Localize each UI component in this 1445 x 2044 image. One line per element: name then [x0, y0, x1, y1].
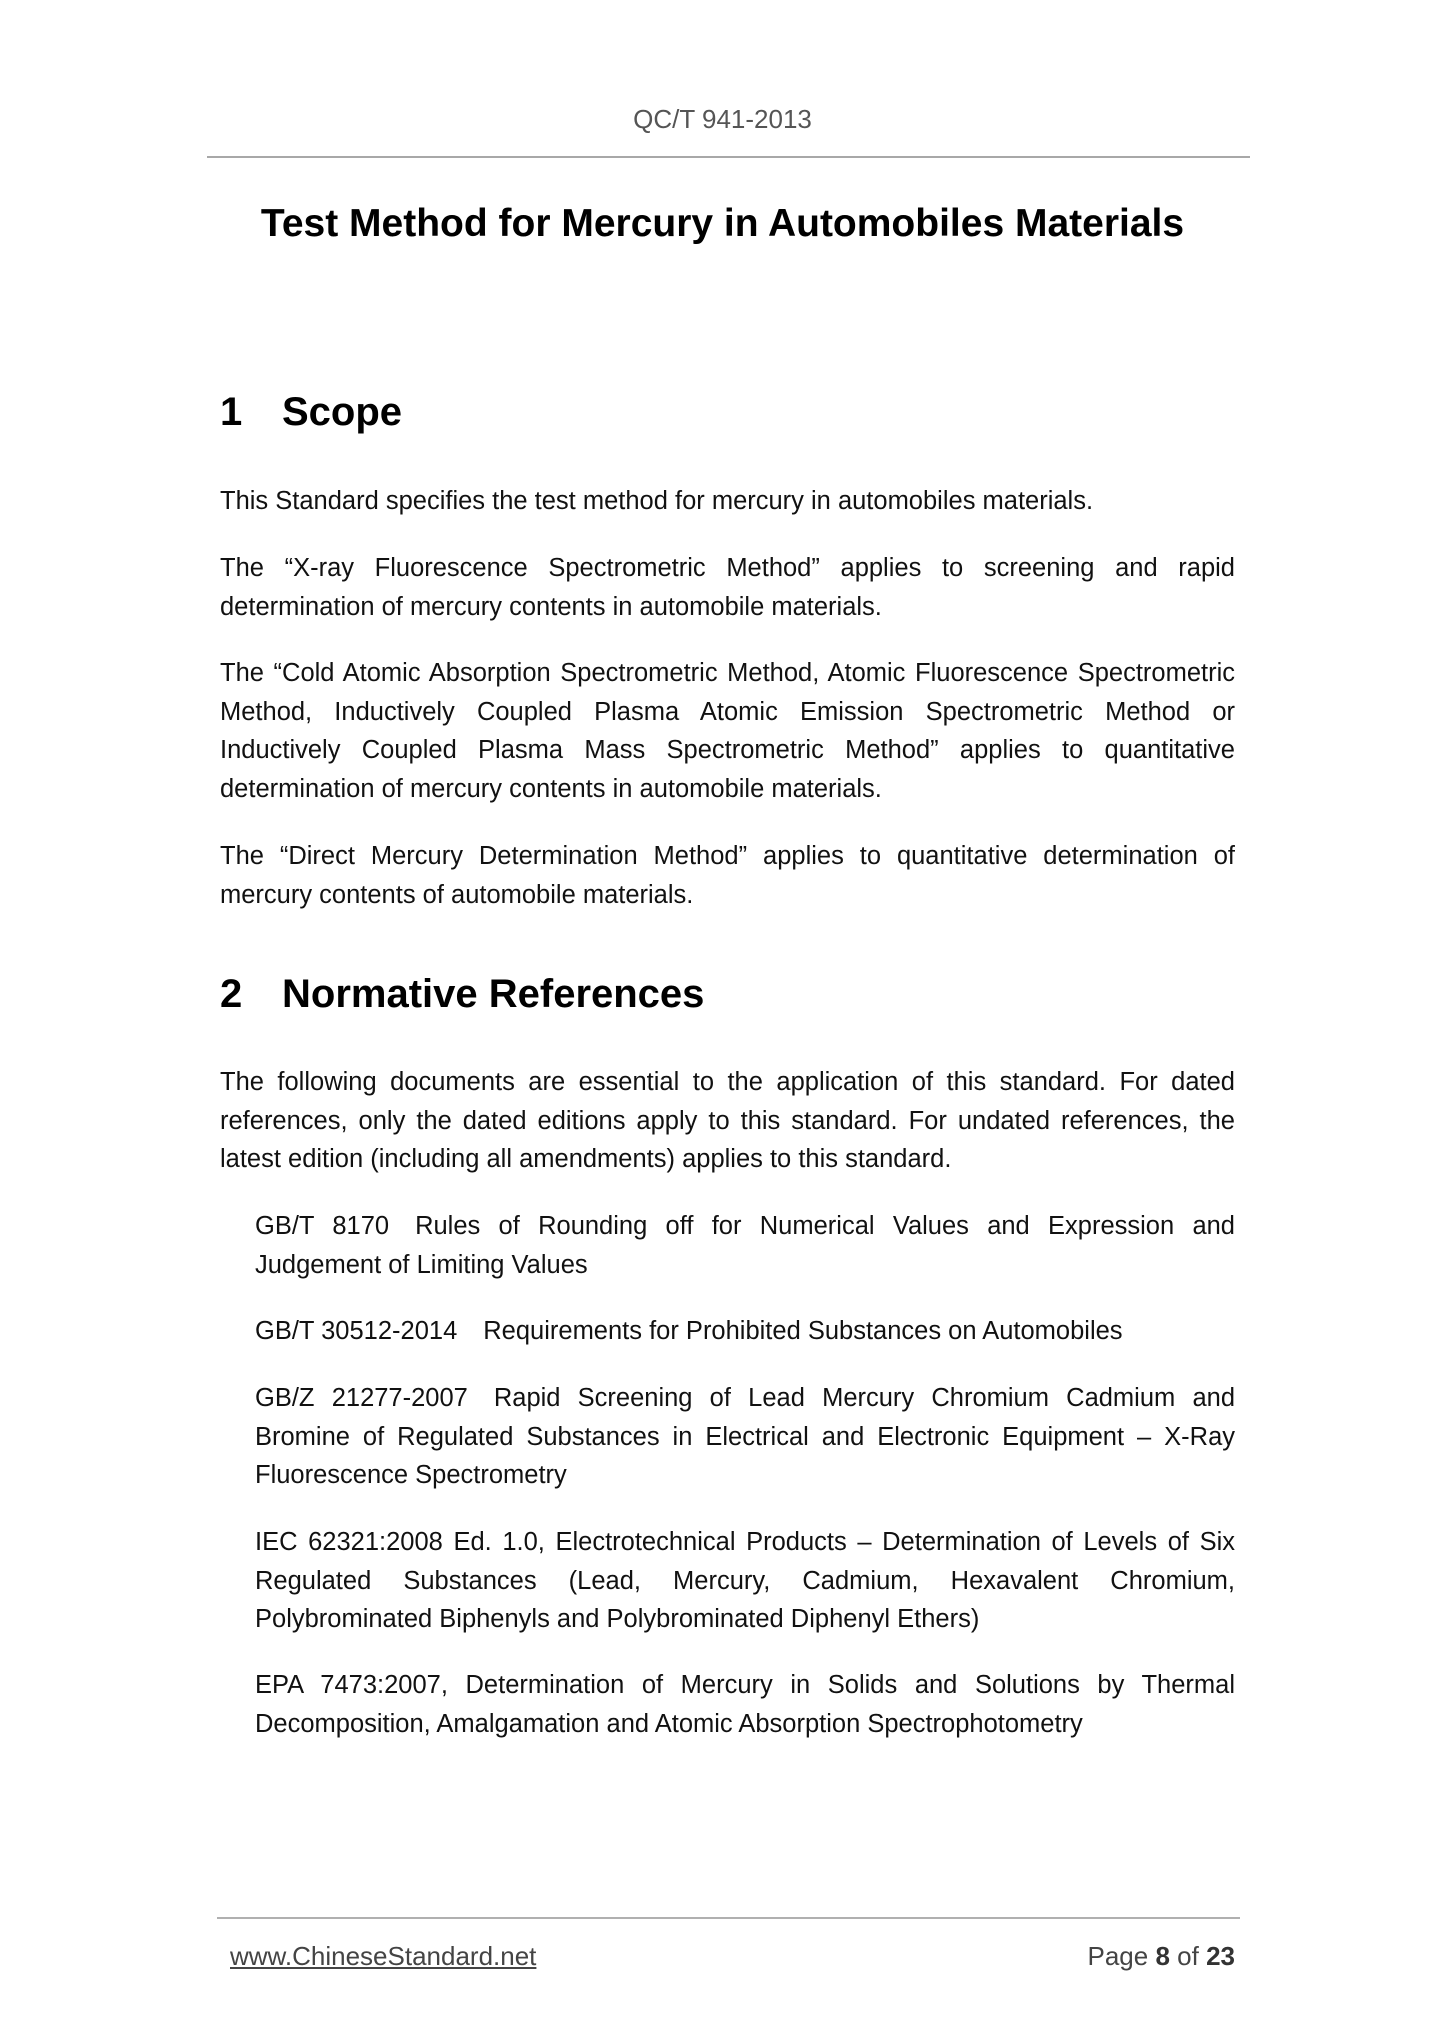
reference-item [255, 1207, 1235, 1284]
section-number: 2 [220, 972, 243, 1016]
reference-title: EPA 7473:2007, Determination of Mercury in Solids and Solutions by Thermal Decomposition, Amalgamation and Atomic Absorption Spectrophotometry [255, 1671, 1235, 1738]
page-label: Page [1087, 1941, 1149, 1971]
scope-paragraph-3: The “Cold Atomic Absorption Spectrometric Method, Atomic Fluorescence Spectrometric Method, Inductively Coupled Plasma Atomic Emission Spectrometric Method or Inductively Coupled Plasma Mass Spectrometric Method” applies to quantitative determination of mercury contents in automobile materials. [220, 659, 1235, 803]
section-title: Normative References [282, 972, 705, 1016]
reference-item [255, 1666, 1235, 1743]
document-title: Test Method for Mercury in Automobiles Materials [260, 202, 1185, 245]
reference-title: IEC 62321:2008 Ed. 1.0, Electrotechnical Products – Determination of Levels of Six Regulated Substances (Lead, Mercury, Cadmium, Hexavalent Chromium, Polybrominated Biphenyls and Polybrominated Diphenyl Ethers) [255, 1528, 1235, 1633]
document-id-header: QC/T 941-2013 [633, 104, 812, 134]
section-number: 1 [220, 390, 243, 434]
footer-divider [217, 1917, 1240, 1919]
reference-item [255, 1523, 1235, 1639]
page-of-label: of [1177, 1941, 1199, 1971]
reference-title: Requirements for Prohibited Substances on Automobiles [483, 1317, 1123, 1345]
reference-title: Rapid Screening of Lead Mercury Chromium Cadmium and Bromine of Regulated Substances in Electrical and Electronic Equipment – X-Ray Fluorescence Spectrometry [255, 1384, 1236, 1489]
section-title: Scope [282, 390, 403, 434]
website-link[interactable]: www.ChineseStandard.net [230, 1941, 537, 1971]
header-divider [207, 156, 1250, 158]
page-indicator [1087, 1941, 1235, 1972]
section-heading-normative-references [220, 972, 704, 1017]
section-heading-scope [220, 390, 402, 435]
reference-item [255, 1379, 1235, 1495]
scope-paragraph-1: This Standard specifies the test method for mercury in automobiles materials. [220, 487, 1094, 515]
scope-paragraph-2: The “X-ray Fluorescence Spectrometric Method” applies to screening and rapid determination of mercury contents in automobile materials. [220, 554, 1235, 621]
total-pages-number: 23 [1206, 1941, 1235, 1971]
references-intro-paragraph: The following documents are essential to the application of this standard. For dated references, only the dated editions apply to this standard. For undated references, the latest edition (including all amendments) applies to this standard. [220, 1068, 1235, 1173]
reference-code: GB/T 30512-2014 [255, 1317, 458, 1345]
reference-code: GB/Z 21277-2007 [255, 1384, 468, 1412]
reference-item [255, 1312, 1235, 1351]
current-page-number: 8 [1155, 1941, 1170, 1971]
scope-paragraph-4: The “Direct Mercury Determination Method” applies to quantitative determination of mercury contents of automobile materials. [220, 842, 1235, 909]
reference-code: GB/T 8170 [255, 1212, 390, 1240]
reference-title: Rules of Rounding off for Numerical Values and Expression and Judgement of Limiting Values [255, 1212, 1235, 1279]
